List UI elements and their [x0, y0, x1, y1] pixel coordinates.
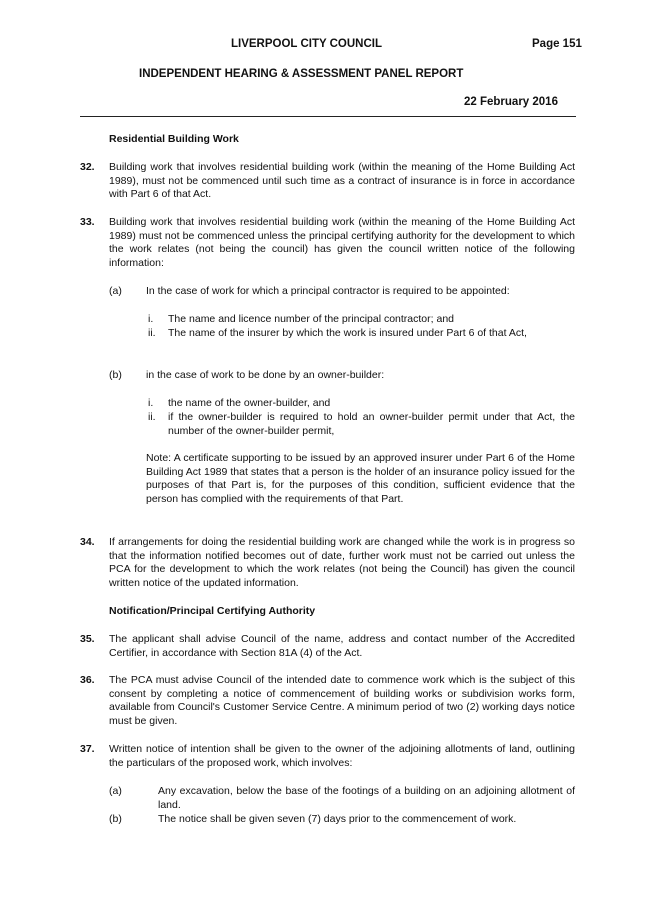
- condition-37-a-text: Any excavation, below the base of the footings of a building on an adjoining allotment of land.: [158, 785, 575, 811]
- condition-33-b-i-text: the name of the owner-builder, and: [168, 397, 331, 409]
- condition-33-a-i-label: i.: [148, 313, 154, 325]
- section-heading-residential: Residential Building Work: [109, 133, 239, 145]
- condition-33-b-text: in the case of work to be done by an owner-builder:: [146, 369, 385, 381]
- condition-text-37: Written notice of intention shall be given to the owner of the adjoining allotments of land, outlining the particulars of the proposed work, which involves:: [109, 743, 575, 769]
- condition-33-a-label: (a): [109, 285, 122, 297]
- condition-text-34: If arrangements for doing the residential building work are changed while the work is in progress so that the information notified becomes out of date, further work must not be carried out unless the PCA for the development to which the work relates (not being the Council) has given the council written notice of the updated information.: [109, 536, 575, 589]
- condition-37-b-text: The notice shall be given seven (7) days prior to the commencement of work.: [158, 813, 517, 825]
- page-number: Page 151: [532, 38, 582, 50]
- condition-33-a-i-text: The name and licence number of the principal contractor; and: [168, 313, 454, 325]
- condition-33-a-ii-label: ii.: [148, 327, 156, 339]
- condition-33-b-i-label: i.: [148, 397, 154, 409]
- condition-text-32: Building work that involves residential building work (within the meaning of the Home Building Act 1989), must not be commenced until such time as a contract of insurance is in force in accordance with Part 6 of that Act.: [109, 161, 575, 201]
- header-divider: [80, 116, 576, 117]
- condition-number-32: 32.: [80, 161, 95, 173]
- condition-37-a-label: (a): [109, 785, 122, 797]
- section-heading-notification: Notification/Principal Certifying Authority: [109, 605, 316, 617]
- condition-33-note: Note: A certificate supporting to be issued by an approved insurer under Part 6 of the Home Building Act 1989 that states that a person is the holder of an insurance policy issued for the purposes of that Part is, for the purposes of this condition, sufficient evidence that the person has complied with the requirements of that Part.: [146, 452, 575, 505]
- condition-33-a-ii-text: The name of the insurer by which the work is insured under Part 6 of that Act,: [168, 327, 527, 339]
- report-date: 22 February 2016: [464, 96, 558, 108]
- report-title: INDEPENDENT HEARING & ASSESSMENT PANEL REPORT: [139, 68, 464, 80]
- condition-text-35: The applicant shall advise Council of the name, address and contact number of the Accredited Certifier, in accordance with Section 81A (4) of the Act.: [109, 633, 575, 659]
- condition-33-a-text: In the case of work for which a principal contractor is required to be appointed:: [146, 285, 510, 297]
- condition-text-36: The PCA must advise Council of the intended date to commence work which is the subject of this consent by completing a notice of commencement of building works or subdivision works form, available from Council's Customer Service Centre. A minimum period of two (2) working days notice must be given.: [109, 674, 575, 727]
- council-name: LIVERPOOL CITY COUNCIL: [231, 38, 383, 50]
- condition-33-b-label: (b): [109, 369, 122, 381]
- condition-text-33: Building work that involves residential building work (within the meaning of the Home Building Act 1989) must not be commenced unless the principal certifying authority for the development to which the work relates (not being the council) has given the council written notice of the following information:: [109, 216, 575, 269]
- condition-number-34: 34.: [80, 536, 95, 548]
- condition-number-37: 37.: [80, 743, 95, 755]
- condition-number-35: 35.: [80, 633, 95, 645]
- condition-number-33: 33.: [80, 216, 95, 228]
- condition-number-36: 36.: [80, 674, 95, 686]
- condition-33-b-ii-text: if the owner-builder is required to hold an owner-builder permit under that Act, the number of the owner-builder permit,: [168, 411, 575, 437]
- condition-37-b-label: (b): [109, 813, 122, 825]
- condition-33-b-ii-label: ii.: [148, 411, 156, 423]
